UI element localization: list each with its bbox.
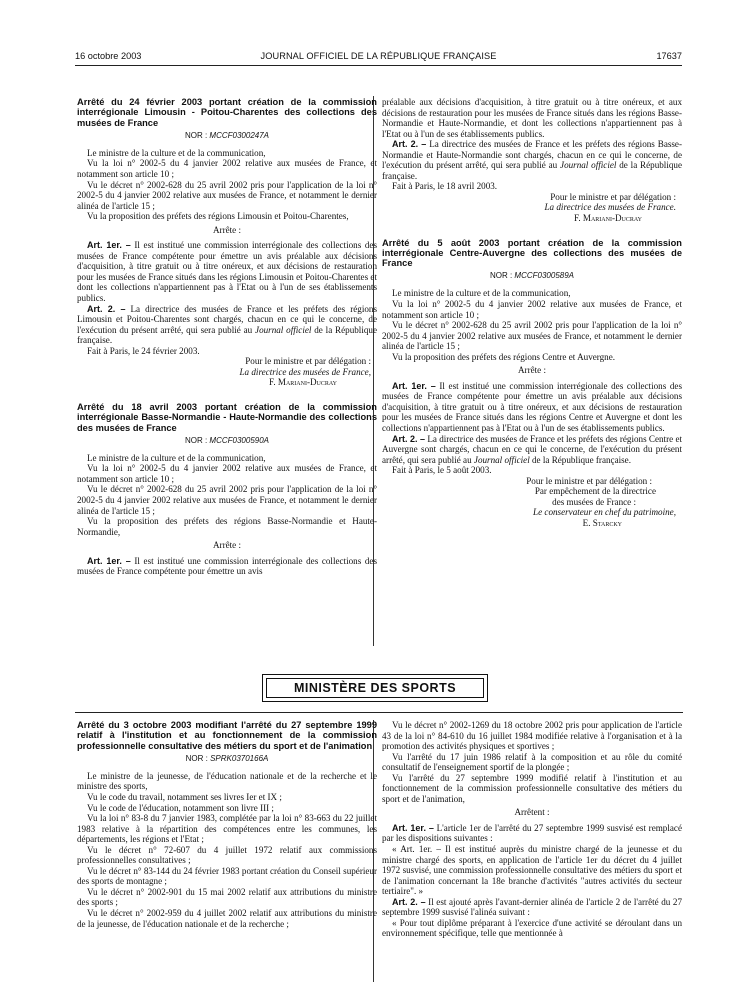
signature-line: Pour le ministre et par délégation : [526,475,652,486]
nor-line: NOR : MCCF0300590A [184,435,270,445]
left-column-top [77,97,377,577]
paragraph: Vu le décret n° 2002-628 du 25 avril 2002 pris pour l'application de la loi n° 2002-5 du 4 janvier 2002 relative aux musées de France, et notamment le dernier alinéa de l'article 15 ; [382,320,682,352]
arrete-heading: Arrête : [517,365,547,376]
paragraph: Vu l'arrêté du 27 septembre 1999 modifié relatif à l'institution et au fonctionnement de la commission professionnelle consultative des métiers du sport et de l'animation, [382,772,682,804]
paragraph: « Pour tout diplôme préparant à l'exercice d'une activité se déroulant dans un environnement spécifique, telle que mentionnée à [382,917,682,939]
paragraph: Vu la proposition des préfets des régions Centre et Auvergne. [392,351,616,362]
signature-title: Le conservateur en chef du patrimoine, [533,507,676,518]
paragraph: Vu la proposition des préfets des régions Basse-Normandie et Haute-Normandie, [77,516,377,537]
signatory-name: E. Starcky [582,517,622,528]
paragraph: Le ministre de la culture et de la communication, [392,288,571,299]
article-2: Art. 2. – La directrice des musées de France et les préfets des régions Limousin et Poitou-Charentes sont chargés, chacun en ce qui le concerne, de l'exécution du présent arrêté, qui sera publié au Journal officiel de la République française. [77,303,377,346]
article-1: Art. 1er. – Il est institué une commission interrégionale des collections des musées de France compétente pour émettre un avis préalable aux décisions d'acquisition, à titre gratuit ou à titre onéreux, et aux décisions de restauration pour les musées de France situés dans les régions Centre et Auvergne et dont les collections n'appartiennent pas à l'Etat ou à l'un de ses établissements publics. [382,380,682,434]
page-header [75,51,682,65]
paragraph: Vu le décret n° 2002-901 du 15 mai 2002 relatif aux attributions du ministre des sports ; [77,886,377,908]
paragraph: Vu l'arrêté du 17 juin 1986 relatif à la composition et au rôle du comité consultatif de l'enseignement sportif de la plongée ; [382,751,682,773]
paragraph: Vu le décret n° 2002-959 du 4 juillet 2002 relatif aux attributions du ministre de la jeunesse, de l'éducation nationale et de la recherche ; [77,908,377,929]
nor-code: MCCF0300589A [514,271,575,281]
right-column-bottom [382,720,682,939]
article-2: Art. 2. – La directrice des musées de France et les préfets des régions Centre et Auvergne sont chargés, chacun en ce qui le concerne, de l'exécution du présent arrêté, qui sera publié au Journal officiel de la République française. [382,433,683,465]
article-2: Art. 2. – Il est ajouté après l'avant-dernier alinéa de l'article 2 de l'arrêté du 27 septembre 1999 susvisé l'alinéa suivant : [382,896,683,918]
decree-title: Arrêté du 18 avril 2003 portant création de la commission interrégionale Basse-Normandie - Haute-Normandie des collections des musées de France [77,401,377,433]
article-1: Art. 1er. – Il est institué une commission interrégionale des collections des musées de France compétente pour émettre un avis préalable aux décisions d'acquisition, à titre gratuit ou à titre onéreux, et aux décisions de restauration pour les musées de France situés dans les régions Limousin et Poitou-Charentes et dont les collections n'appartiennent pas à l'Etat ou à l'un de ses établissements publics. [77,240,377,303]
paragraph: Vu le code de l'éducation, notamment son livre III ; [87,802,274,813]
nor-line: NOR : MCCF0300247A [184,130,270,140]
article-1-continued: préalable aux décisions d'acquisition, à titre gratuit ou à titre onéreux, et aux décisions de restauration pour les musées de France situés dans les régions Basse-Normandie et Haute-Normandie, et dont les collections n'appartiennent pas à l'Etat ou à l'un de ses établissements publics. [382,97,682,139]
arretent-heading: Arrêtent : [514,807,550,818]
decree-normandie [77,402,377,577]
arrete-heading: Arrête : [212,540,242,551]
header-page-number: 17637 [656,51,682,61]
paragraph: Vu la proposition des préfets des régions Limousin et Poitou-Charentes, [87,211,349,222]
decree-title: Arrêté du 5 août 2003 portant création de la commission interrégionale Centre-Auvergne des collections des musées de France [382,237,682,269]
header-journal-title: JOURNAL OFFICIEL DE LA RÉPUBLIQUE FRANÇAISE [260,51,497,61]
paragraph: Le ministre de la culture et de la communication, [87,452,266,463]
paragraph: Vu le code du travail, notamment ses livres Ier et IX ; [87,791,282,802]
nor-code: SPRK0370166A [210,753,269,763]
right-column-top [382,97,682,528]
signing-place-date: Fait à Paris, le 5 août 2003. [392,465,492,476]
signatory-name: F. Mariani-Ducray [268,377,337,388]
signing-place-date: Fait à Paris, le 18 avril 2003. [392,181,498,192]
signing-place-date: Fait à Paris, le 24 février 2003. [87,345,200,356]
signatory-name: F. Mariani-Ducray [573,213,642,224]
signature-line: Pour le ministre et par délégation : [245,356,371,367]
nor-code: MCCF0300590A [209,435,270,445]
signature-line: Pour le ministre et par délégation : [550,191,676,202]
paragraph: Vu la loi n° 2002-5 du 4 janvier 2002 relative aux musées de France, et notamment son article 10 ; [382,299,682,320]
article-1: Art. 1er. – Il est institué une commission interrégionale des collections des musées de France compétente pour émettre un avis [77,555,377,577]
ministry-title: MINISTÈRE DES SPORTS [266,678,484,698]
article-1: Art. 1er. – L'article 1er de l'arrêté du 27 septembre 1999 susvisé est remplacé par les dispositions suivantes : [382,822,682,844]
paragraph: Vu le décret n° 72-607 du 4 juillet 1972 relatif aux commissions professionnelles consultatives ; [77,844,377,866]
section-rule [75,712,683,713]
signature-title: La directrice des musées de France, [239,366,371,377]
signature-title: La directrice des musées de France. [544,202,676,213]
paragraph: Vu le décret n° 2002-1269 du 18 octobre 2002 pris pour application de l'article 43 de la loi n° 84-610 du 16 juillet 1984 modifiée relative à l'organisation et à la promotion des activités physiques et sportives ; [382,720,682,752]
signature-line: des musées de France : [552,496,636,507]
paragraph: Vu la loi n° 2002-5 du 4 janvier 2002 relative aux musées de France, et notamment son article 10 ; [77,158,377,179]
paragraph: Vu la loi n° 83-8 du 7 janvier 1983, complétée par la loi n° 83-663 du 22 juillet 1983 relative à la répartition des compétences entre les communes, les départements, les régions et l'Etat ; [77,813,377,845]
nor-line: NOR : SPRK0370166A [185,753,269,763]
ministry-banner [262,674,488,702]
decree-centre-auvergne [382,238,682,529]
paragraph: Vu la loi n° 2002-5 du 4 janvier 2002 relative aux musées de France, et notamment son article 10 ; [77,463,377,484]
decree-title: Arrêté du 3 octobre 2003 modifiant l'arrêté du 27 septembre 1999 relatif à l'institution et au fonctionnement de la commission professionnelle consultative des métiers du sport et de l'animation [77,720,377,751]
paragraph: Vu le décret n° 83-144 du 24 février 1983 portant création du Conseil supérieur des sports de montagne ; [77,865,377,887]
paragraph: Vu le décret n° 2002-628 du 25 avril 2002 pris pour l'application de la loi n° 2002-5 du 4 janvier 2002 relative aux musées de France, et notamment le dernier alinéa de l'article 15 ; [77,484,377,516]
paragraph: Vu le décret n° 2002-628 du 25 avril 2002 pris pour l'application de la loi n° 2002-5 du 4 janvier 2002 relative aux musées de France, et notamment le dernier alinéa de l'article 15 ; [77,179,377,211]
paragraph: Le ministre de la jeunesse, de l'éducation nationale et de la recherche et le ministre des sports, [77,770,377,792]
signature-line: Par empêchement de la directrice [534,486,656,497]
article-2: Art. 2. – La directrice des musées de France et les préfets des régions Basse-Normandie et Haute-Normandie sont chargés, chacun en ce qui le concerne, de l'exécution du présent arrêté, qui sera publié au Journal officiel de la République française. [382,139,683,181]
left-column-bottom [77,720,377,929]
decree-title: Arrêté du 24 février 2003 portant création de la commission interrégionale Limousin - Poitou-Charentes des collections des musées de France [77,97,377,128]
header-rule [75,65,682,66]
nor-line: NOR : MCCF0300589A [489,271,575,281]
nor-code: MCCF0300247A [209,130,270,140]
header-date: 16 octobre 2003 [75,51,142,61]
paragraph: Le ministre de la culture et de la communication, [87,147,266,158]
article-1-quote: « Art. 1er. – Il est institué auprès du ministre chargé de la jeunesse et du ministre chargé des sports, en application de l'article 1er du décret du 4 juillet 1972 susvisé, une commission professionnelle consultative des métiers du sport et de l'animation concernant la 18e branche d'activités "autres activités du secteur tertiaire". » [382,844,682,897]
arrete-heading: Arrête : [212,224,242,235]
decree-limousin [77,97,377,388]
